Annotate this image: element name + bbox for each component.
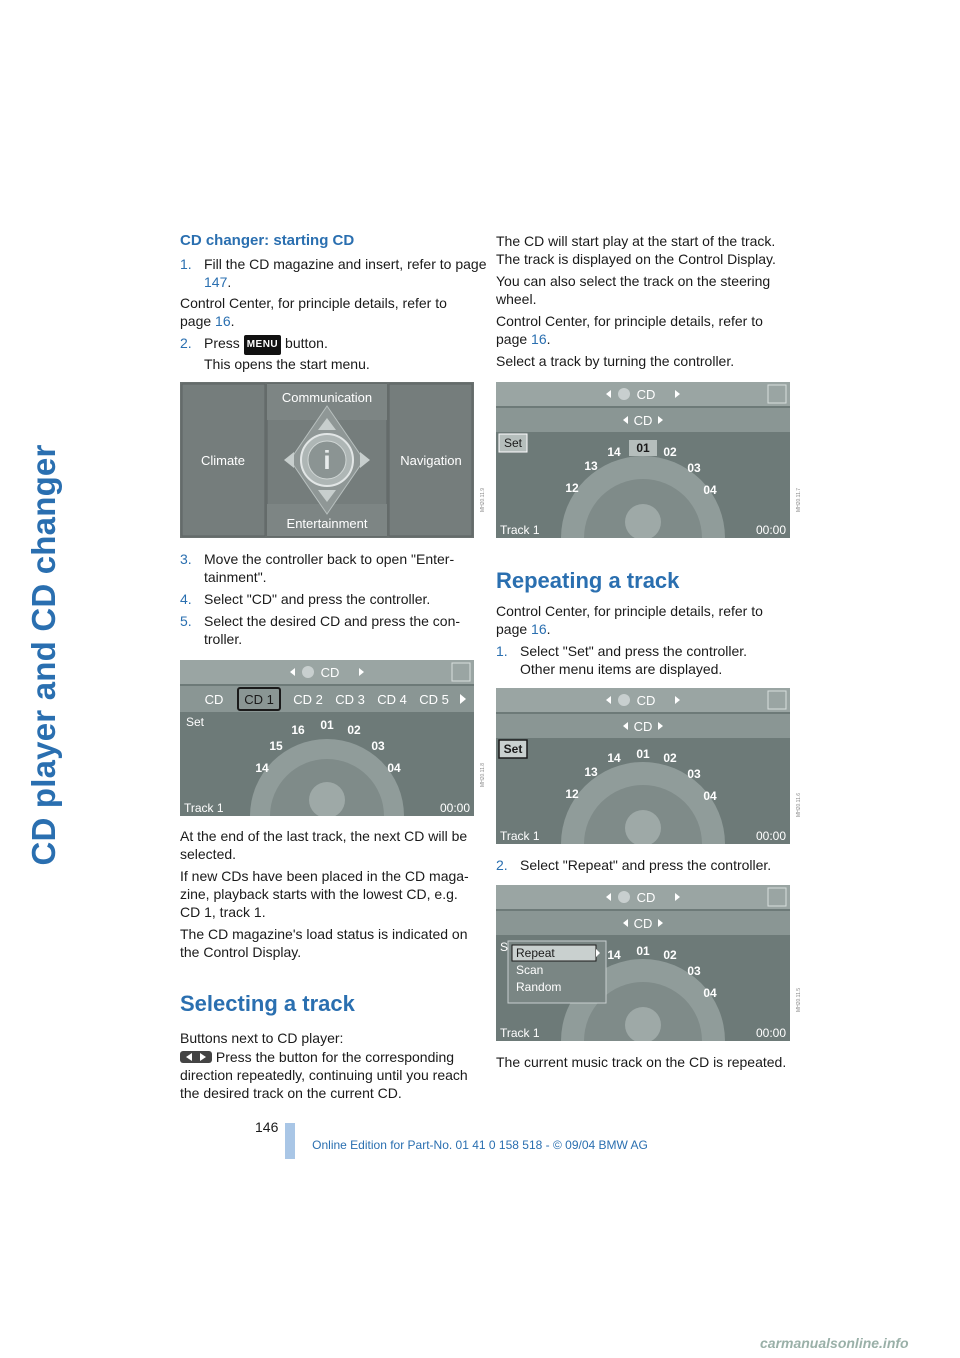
heading-selecting-track: Selecting a track <box>180 991 355 1016</box>
page-number: 146 <box>255 1119 279 1135</box>
track-15: 15 <box>269 739 283 753</box>
image-code-3: MH20.11.7 <box>796 487 802 513</box>
time-label: 00:00 <box>439 801 470 815</box>
svg-text:14: 14 <box>607 751 621 765</box>
svg-text:CD: CD <box>636 890 656 905</box>
set-button-highlighted[interactable]: Set <box>503 742 523 756</box>
svg-text:CD: CD <box>636 693 656 708</box>
cd-tab-2[interactable]: CD 2 <box>293 692 323 707</box>
page-link-16[interactable]: 16 <box>531 331 547 347</box>
repeat-step-1: 1. Select "Set" and press the controller. Other menu items are displayed. <box>496 643 748 677</box>
step-2: 2. Press MENU button. This opens the start menu. <box>180 335 370 372</box>
para-new-cds: If new CDs have been placed in the CD maga-zine, playback starts with the lowest CD, e.g. CD 1, track 1. <box>180 868 469 920</box>
seek-buttons-icon <box>180 1051 212 1063</box>
step-5: 5. Select the desired CD and press the con-troller. <box>180 613 461 647</box>
menu-communication[interactable]: Communication <box>281 390 373 405</box>
page-link-16[interactable]: 16 <box>531 621 547 637</box>
svg-text:02: 02 <box>663 948 677 962</box>
svg-text:Track 1: Track 1 <box>500 523 540 537</box>
track-02: 02 <box>347 723 361 737</box>
svg-text:00:00: 00:00 <box>755 523 786 537</box>
menu-climate[interactable]: Climate <box>200 453 246 468</box>
svg-text:14: 14 <box>607 445 621 459</box>
step-3: 3. Move the controller back to open "Enter-tainment". <box>180 551 455 585</box>
page-link-147[interactable]: 147 <box>204 274 228 290</box>
track-16: 16 <box>291 723 305 737</box>
step-1: 1. Fill the CD magazine and insert, refer to page 147. <box>180 256 487 290</box>
step-4: 4. Select "CD" and press the controller. <box>180 591 431 607</box>
svg-text:Track 1: Track 1 <box>500 829 540 843</box>
svg-text:12: 12 <box>565 787 579 801</box>
svg-text:00:00: 00:00 <box>755 829 786 843</box>
para-buttons: Buttons next to CD player: <box>180 1030 344 1046</box>
svg-text:03: 03 <box>687 461 701 475</box>
para-steering-wheel: You can also select the track on the steering wheel. <box>496 273 771 307</box>
screenshot-track-select <box>496 382 790 538</box>
track-01: 01 <box>320 718 334 732</box>
control-center-note-1: Control Center, for principle details, refer to page 16. <box>180 295 447 329</box>
footer-edition: Online Edition for Part-No. 01 41 0 158 518 - © 09/04 BMW AG <box>312 1138 648 1152</box>
svg-text:14: 14 <box>607 948 621 962</box>
cd-tab-5[interactable]: CD 5 <box>419 692 449 707</box>
svg-text:03: 03 <box>687 964 701 978</box>
page-link-16[interactable]: 16 <box>215 313 231 329</box>
popup-scan[interactable]: Scan <box>516 963 544 977</box>
chapter-side-title <box>14 150 74 1160</box>
cd-tab-1[interactable]: CD 1 <box>244 692 274 707</box>
heading-cd-changer: CD changer: starting CD <box>180 232 355 249</box>
svg-text:Track 1: Track 1 <box>500 1026 540 1040</box>
svg-text:04: 04 <box>703 483 717 497</box>
svg-text:04: 04 <box>703 789 717 803</box>
para-track-repeated: The current music track on the CD is repeated. <box>496 1054 787 1070</box>
svg-text:CD: CD <box>633 916 653 931</box>
menu-navigation[interactable]: Navigation <box>400 453 462 468</box>
para-load-status: The CD magazine's load status is indicated on the Control Display. <box>180 926 468 960</box>
popup-repeat[interactable]: Repeat <box>516 946 555 960</box>
heading-repeating-track: Repeating a track <box>496 568 680 593</box>
control-center-note-2: Control Center, for principle details, refer to page 16. <box>496 313 763 347</box>
para-press-button: Press the button for the corresponding direction repeatedly, continuing until you reach the desired track on the current CD. <box>180 1049 468 1101</box>
popup-random[interactable]: Random <box>516 980 562 994</box>
set-label[interactable]: Set <box>186 715 205 729</box>
svg-text:02: 02 <box>663 751 677 765</box>
watermark: carmanualsonline.info <box>760 1335 909 1351</box>
image-code-4: MH20.11.6 <box>796 792 802 818</box>
svg-text:01: 01 <box>636 944 650 958</box>
screenshot-repeat-menu <box>496 885 790 1041</box>
screenshot-set-selected <box>496 688 790 844</box>
sub-cd-label: CD <box>633 413 653 428</box>
svg-text:13: 13 <box>584 459 598 473</box>
control-center-note-3: Control Center, for principle details, refer to page 16. <box>496 603 763 637</box>
repeat-step-2: 2. Select "Repeat" and press the controller. <box>496 857 772 873</box>
svg-text:04: 04 <box>703 986 717 1000</box>
info-icon: i <box>323 445 331 475</box>
track-04: 04 <box>387 761 401 775</box>
svg-text:S: S <box>500 940 509 954</box>
svg-text:CD: CD <box>636 387 656 402</box>
header-cd-label: CD <box>320 665 340 680</box>
menu-button-icon: MENU <box>244 335 281 355</box>
svg-text:12: 12 <box>565 481 579 495</box>
svg-text:CD: CD <box>633 719 653 734</box>
svg-text:02: 02 <box>663 445 677 459</box>
svg-text:03: 03 <box>687 767 701 781</box>
para-turn-controller: Select a track by turning the controller. <box>496 353 735 369</box>
svg-text:13: 13 <box>584 765 598 779</box>
para-start-play: The CD will start play at the start of the track. The track is displayed on the Control Display. <box>496 233 776 267</box>
svg-text:01: 01 <box>636 747 650 761</box>
image-code-2: MH20.11.8 <box>480 762 486 788</box>
svg-text:00:00: 00:00 <box>755 1026 786 1040</box>
track-label: Track 1 <box>184 801 224 815</box>
screenshot-cd-select <box>180 660 474 816</box>
para-end-of-track: At the end of the last track, the next CD will be selected. <box>180 828 468 862</box>
track-14: 14 <box>255 761 269 775</box>
screenshot-start-menu <box>180 382 474 538</box>
set-button[interactable]: Set <box>503 436 523 450</box>
cd-tab-0[interactable]: CD <box>204 692 224 707</box>
chapter-title-text: CD player and CD changer <box>25 444 62 866</box>
image-code-5: MH20.11.5 <box>796 987 802 1013</box>
cd-tab-4[interactable]: CD 4 <box>377 692 407 707</box>
track-03: 03 <box>371 739 385 753</box>
selected-track-01: 01 <box>636 441 650 455</box>
menu-entertainment[interactable]: Entertainment <box>286 516 368 531</box>
image-code-1: MH20.11.9 <box>480 487 486 513</box>
cd-tab-3[interactable]: CD 3 <box>335 692 365 707</box>
